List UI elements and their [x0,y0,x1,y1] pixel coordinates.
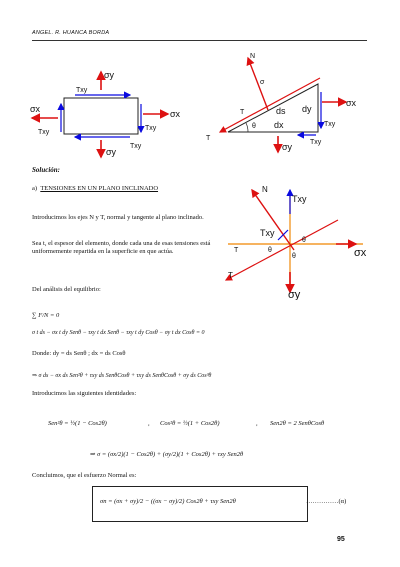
header-rule [32,40,367,41]
para-thickness: Sea t, el espesor del elemento, donde cada una de esas tensiones está uniformemente repartida en la superficie en que actúa. [32,240,211,256]
tau-left-label: Txy [38,129,50,136]
theta-1: θ [302,237,306,244]
dy-label: dy [302,104,312,114]
eq-sum: ∑ F/N = 0 [32,312,60,319]
tau-right-label: Txy [145,125,157,132]
equation-tag: ……………(α) [306,498,347,505]
para-identities: Introducimos las siguientes identidades: [32,390,137,397]
sigma-label: σ [260,79,265,86]
normal-axis-arrow [248,58,268,110]
wedge-figure [200,48,370,160]
page-number: 95 [337,536,345,543]
section-title: Solución: [32,166,61,174]
tau-top-label: Txy [292,194,307,204]
dx-label: dx [274,120,284,130]
tangent-label: T [206,135,211,142]
subsection-heading: a) TENSIONES EN UN PLANO INCLINADO [32,185,159,192]
ds-label: ds [276,106,286,116]
normal-label: N [262,185,268,194]
donde-line: Donde: dy = ds Senθ ; dx = ds Cosθ [32,350,126,357]
tau-top-label: Txy [76,87,88,94]
eq-substituted: ⇒ σ ds − σx ds Sen²θ + τxy ds SenθCosθ + τxy ds SenθCosθ + σy ds Cos³θ [32,373,212,379]
theta-label: θ [252,123,256,130]
sigma-y-bottom-label: σy [106,147,117,157]
sigma-x-label: σx [354,247,367,259]
tangent-label: T [228,271,233,280]
para-axes: Introducimos los ejes N y T, normal y tangente al plano inclinado. [32,214,204,221]
theta-2: θ [268,247,272,254]
subsection-title: TENSIONES EN UN PLANO INCLINADO [40,185,159,192]
tau-left-label: Txy [260,228,275,238]
eq-sigma: ⇒ σ = (σx/2)(1 − Cos2θ) + (σy/2)(1 + Cos2θ) + τxy Sen2θ [90,451,244,458]
normal-axis-arrow [252,190,294,250]
identity-cos2: Cos²θ = ½(1 + Cos2θ) [160,420,220,427]
eq-equilibrium: σ t ds − σx t dy Senθ − τxy t dx Senθ − τxy t dy Cosθ − σy t dx Cosθ = 0 [32,330,205,336]
element-rect [64,98,138,134]
sigma-x-right-label: σx [170,109,181,119]
tangent-label-2: T [234,247,239,254]
sigma-y-label: σy [288,289,301,300]
stress-element-figure [30,60,200,160]
sep-1: , [148,420,150,427]
tau-bottom-label: Txy [310,139,322,146]
tau-bottom-label: Txy [130,143,142,150]
para-conclusion: Concluimos, que el esfuerzo Normal es: [32,472,137,479]
running-header: ANGEL. R. HUANCA BORDA [32,30,110,36]
tangent-axis-line [226,220,338,280]
para-equilibrium: Del análisis del equilibrio: [32,286,101,293]
rotated-axes-figure [218,180,378,300]
normal-label: N [250,53,256,60]
sigma-y-top-label: σy [104,70,115,80]
theta-3: θ [292,253,296,260]
identity-sin2: Sen²θ = ½(1 − Cos2θ) [48,420,107,427]
identity-sen2theta: Sen2θ = 2 SenθCosθ [270,420,325,427]
final-equation: σn = (σx + σy)/2 − ((σx − σy)/2) Cos2θ + τxy Sen2θ [100,498,236,505]
sigma-x-left-label: σx [30,104,41,114]
sigma-y-label: σy [282,142,293,152]
tau-label: T [240,109,245,116]
sep-2: , [256,420,258,427]
sigma-x-label: σx [346,98,357,108]
tau-right-label: Txy [324,121,336,128]
